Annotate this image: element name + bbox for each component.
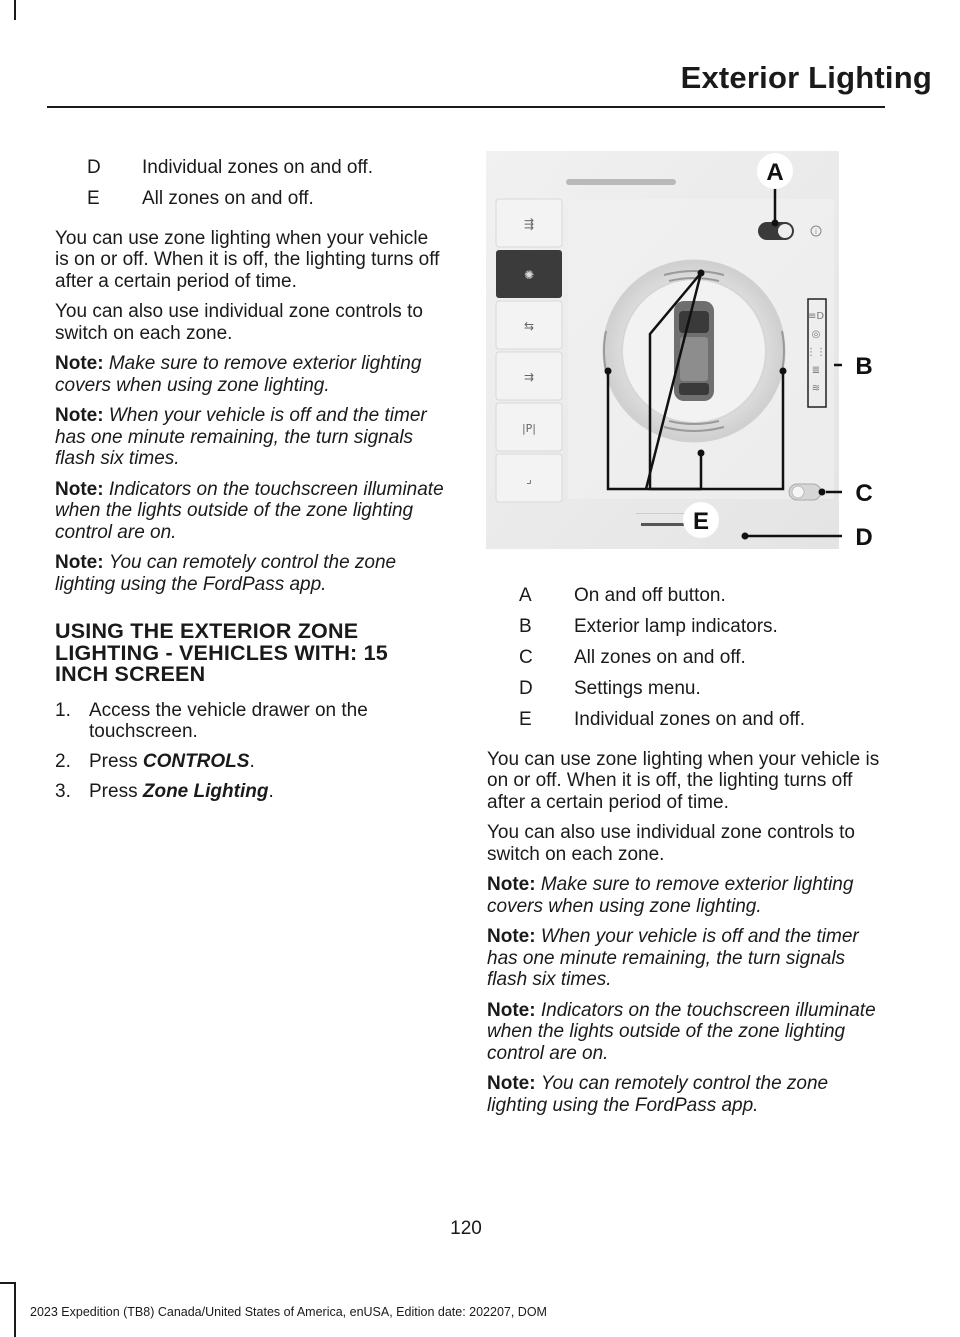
- step-number: 1.: [55, 699, 71, 721]
- note-label: Note:: [487, 926, 536, 947]
- note-text: Indicators on the touchscreen illuminate when the lights outside of the zone lighting control are on.: [55, 478, 444, 543]
- svg-text:i: i: [815, 228, 817, 236]
- note: [487, 926, 882, 991]
- note-label: Note:: [55, 478, 104, 500]
- note-text: You can remotely control the zone lighting using the FordPass app.: [487, 1073, 829, 1116]
- left-column: [55, 157, 447, 811]
- key-letter: E: [519, 709, 532, 730]
- paragraph: You can also use individual zone controls to switch on each zone.: [55, 301, 423, 344]
- lamp-indicator-icon: ≡D: [807, 311, 825, 322]
- on-off-toggle-knob: [778, 224, 792, 238]
- sidebar-icon-2: ✺: [523, 268, 535, 282]
- note: [487, 1073, 882, 1116]
- key-item: [487, 585, 882, 607]
- callout-a: A: [766, 159, 784, 186]
- note-text: Indicators on the touchscreen illuminate when the lights outside of the zone lighting control are on.: [487, 999, 876, 1064]
- step-emphasis: Zone Lighting: [142, 781, 269, 802]
- step-item: [55, 781, 447, 803]
- paragraph: You can use zone lighting when your vehicle is on or off. When it is off, the lighting turns off after a certain period of time.: [55, 227, 440, 292]
- crop-mark-top-left: [14, 0, 16, 20]
- lamp-indicator-icon: ⋮⋮: [806, 347, 826, 358]
- callout-d: D: [855, 524, 873, 549]
- step-number: 2.: [55, 751, 71, 772]
- note: [55, 552, 447, 595]
- lamp-indicator-icon: ≣: [811, 365, 821, 376]
- callout-c: C: [855, 480, 873, 507]
- key-letter: D: [519, 678, 533, 699]
- note-label: Note:: [55, 552, 104, 573]
- crop-mark-bottom-left-h: [0, 1282, 16, 1284]
- step-text: [89, 700, 447, 743]
- step-suffix: .: [268, 781, 274, 802]
- key-letter: D: [87, 157, 101, 178]
- key-item: [487, 709, 882, 731]
- step-text-plain: Press: [89, 751, 143, 772]
- zone-lighting-screen-illustration: [486, 151, 881, 549]
- key-item: [487, 647, 882, 669]
- paragraph: You can use zone lighting when your vehicle is on or off. When it is off, the lighting turns off after a certain period of time.: [487, 748, 880, 813]
- callout-b: B: [855, 353, 873, 380]
- note-text: Make sure to remove exterior lighting covers when using zone lighting.: [487, 874, 854, 917]
- key-letter: E: [87, 188, 100, 209]
- key-letter: B: [519, 616, 532, 637]
- key-description: On and off button.: [574, 585, 726, 606]
- key-description: Exterior lamp indicators.: [574, 616, 778, 637]
- note: [487, 874, 882, 917]
- header-rule: [47, 106, 885, 108]
- note-text: When your vehicle is off and the timer has one minute remaining, the turn signals flash six times.: [55, 405, 427, 469]
- key-description: Individual zones on and off.: [142, 157, 373, 178]
- key-letter: A: [519, 585, 532, 606]
- sidebar-icon-1: ⇶: [523, 217, 535, 231]
- lamp-indicator-icon: ≋: [811, 383, 821, 394]
- callout-e: E: [692, 508, 710, 535]
- crop-mark-bottom-left: [14, 1282, 16, 1337]
- step-text-plain: Access the vehicle drawer on the touchscreen.: [89, 699, 368, 742]
- note-label: Note:: [487, 1073, 536, 1094]
- step-text: [89, 781, 447, 803]
- note: [487, 1000, 882, 1065]
- sidebar-icon-4: ⇉: [523, 370, 535, 384]
- right-column: [487, 585, 882, 1125]
- note-text: Make sure to remove exterior lighting covers when using zone lighting.: [55, 353, 422, 396]
- step-item: [55, 700, 447, 743]
- key-description: All zones on and off.: [142, 188, 314, 209]
- note-label: Note:: [487, 874, 536, 895]
- key-description: All zones on and off.: [574, 647, 746, 668]
- step-text-plain: Press: [89, 781, 143, 802]
- note-text: When your vehicle is off and the timer has one minute remaining, the turn signals flash six times.: [487, 926, 859, 990]
- all-zones-toggle-knob: [792, 486, 804, 498]
- sidebar-icon-6: ⌟: [526, 472, 532, 486]
- step-suffix: .: [249, 751, 255, 772]
- key-description: Settings menu.: [574, 678, 701, 699]
- note-label: Note:: [55, 405, 104, 426]
- drawer-handle-icon: [566, 179, 676, 185]
- section-heading: USING THE EXTERIOR ZONE LIGHTING - VEHICLES WITH: 15 INCH SCREEN: [55, 619, 388, 686]
- sidebar-icon-5: |P|: [521, 422, 537, 435]
- step-emphasis: CONTROLS: [142, 751, 250, 772]
- note: [55, 479, 447, 544]
- sidebar-icon-3: ⇆: [523, 319, 535, 333]
- step-number: 3.: [55, 781, 71, 802]
- step-item: [55, 751, 447, 773]
- zone-lighting-figure: [486, 151, 881, 549]
- key-item: [55, 157, 447, 179]
- note-text: You can remotely control the zone lighting using the FordPass app.: [55, 552, 397, 595]
- key-item: [487, 678, 882, 700]
- key-letter: C: [519, 647, 533, 668]
- settings-menu-handle: [641, 523, 686, 526]
- note: [55, 353, 447, 396]
- note: [55, 405, 447, 470]
- note-label: Note:: [55, 353, 104, 374]
- step-text: [89, 751, 447, 773]
- lamp-indicator-icon: ◎: [811, 329, 821, 340]
- paragraph: You can also use individual zone controls to switch on each zone.: [487, 822, 855, 865]
- page-number: 120: [450, 1218, 482, 1239]
- edition-info: 2023 Expedition (TB8) Canada/United States of America, enUSA, Edition date: 202207, DOM: [30, 1305, 547, 1319]
- key-item: [487, 616, 882, 638]
- note-label: Note:: [487, 999, 536, 1021]
- key-item: [55, 188, 447, 210]
- page-title: Exterior Lighting: [680, 60, 932, 95]
- key-description: Individual zones on and off.: [574, 709, 805, 730]
